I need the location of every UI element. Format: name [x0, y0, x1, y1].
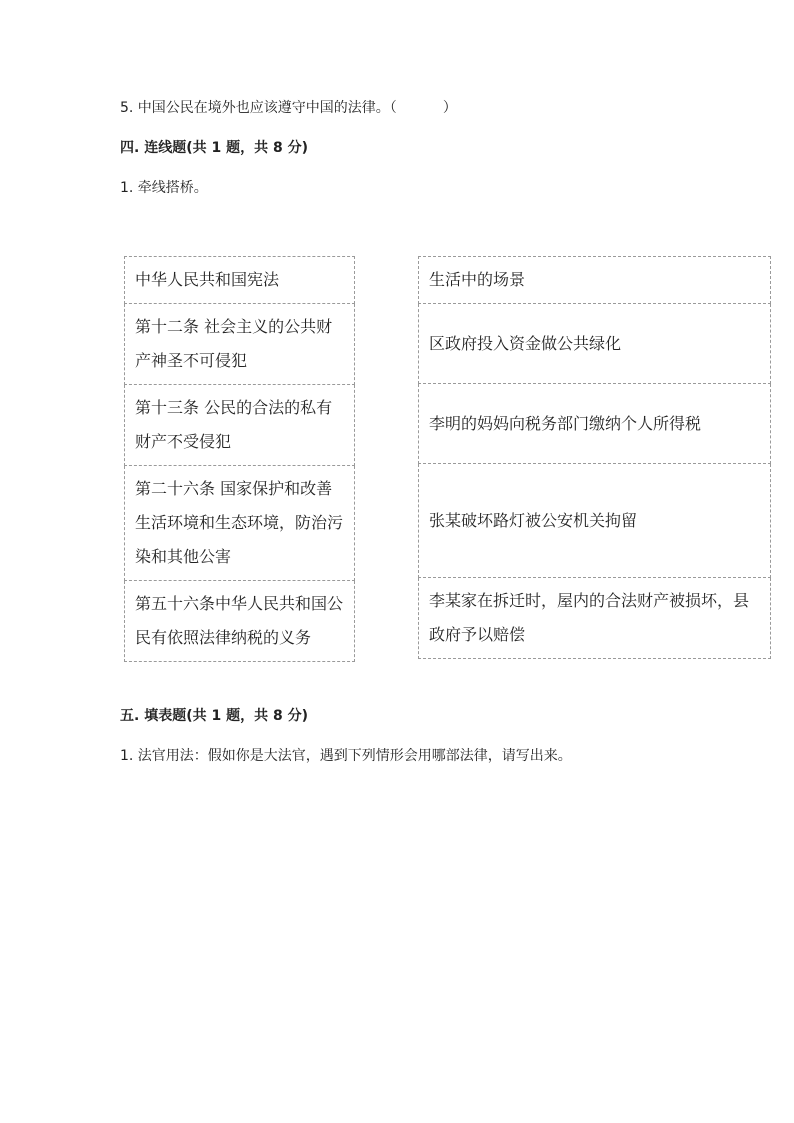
right-header-cell: 生活中的场景 — [419, 257, 771, 304]
left-header-cell: 中华人民共和国宪法 — [125, 257, 355, 304]
question-5-text: 5. 中国公民在境外也应该遵守中国的法律。（ — [120, 100, 397, 116]
section-4-title: 四. 连线题(共 1 题，共 8 分) — [120, 140, 308, 156]
section-5-question-1: 1. 法官用法：假如你是大法官，遇到下列情形会用哪部法律，请写出来。 — [120, 748, 572, 764]
left-item-2[interactable]: 第十三条 公民的合法的私有财产不受侵犯 — [125, 385, 355, 466]
life-scenes-table — [418, 256, 771, 659]
right-item-2[interactable]: 李明的妈妈向税务部门缴纳个人所得税 — [419, 384, 771, 464]
section-5-title: 五. 填表题(共 1 题，共 8 分) — [120, 708, 308, 724]
left-item-3[interactable]: 第二十六条 国家保护和改善生活环境和生态环境，防治污染和其他公害 — [125, 466, 355, 581]
constitution-articles-table — [124, 256, 355, 662]
right-item-3[interactable]: 张某破坏路灯被公安机关拘留 — [419, 464, 771, 578]
question-5-close: ） — [442, 100, 457, 116]
question-5 — [120, 97, 457, 117]
right-item-4[interactable]: 李某家在拆迁时，屋内的合法财产被损坏，县政府予以赔偿 — [419, 578, 771, 659]
right-item-1[interactable]: 区政府投入资金做公共绿化 — [419, 304, 771, 384]
left-item-4[interactable]: 第五十六条中华人民共和国公民有依照法律纳税的义务 — [125, 581, 355, 662]
section-4-question-1: 1. 牵线搭桥。 — [120, 180, 208, 196]
left-item-1[interactable]: 第十二条 社会主义的公共财产神圣不可侵犯 — [125, 304, 355, 385]
